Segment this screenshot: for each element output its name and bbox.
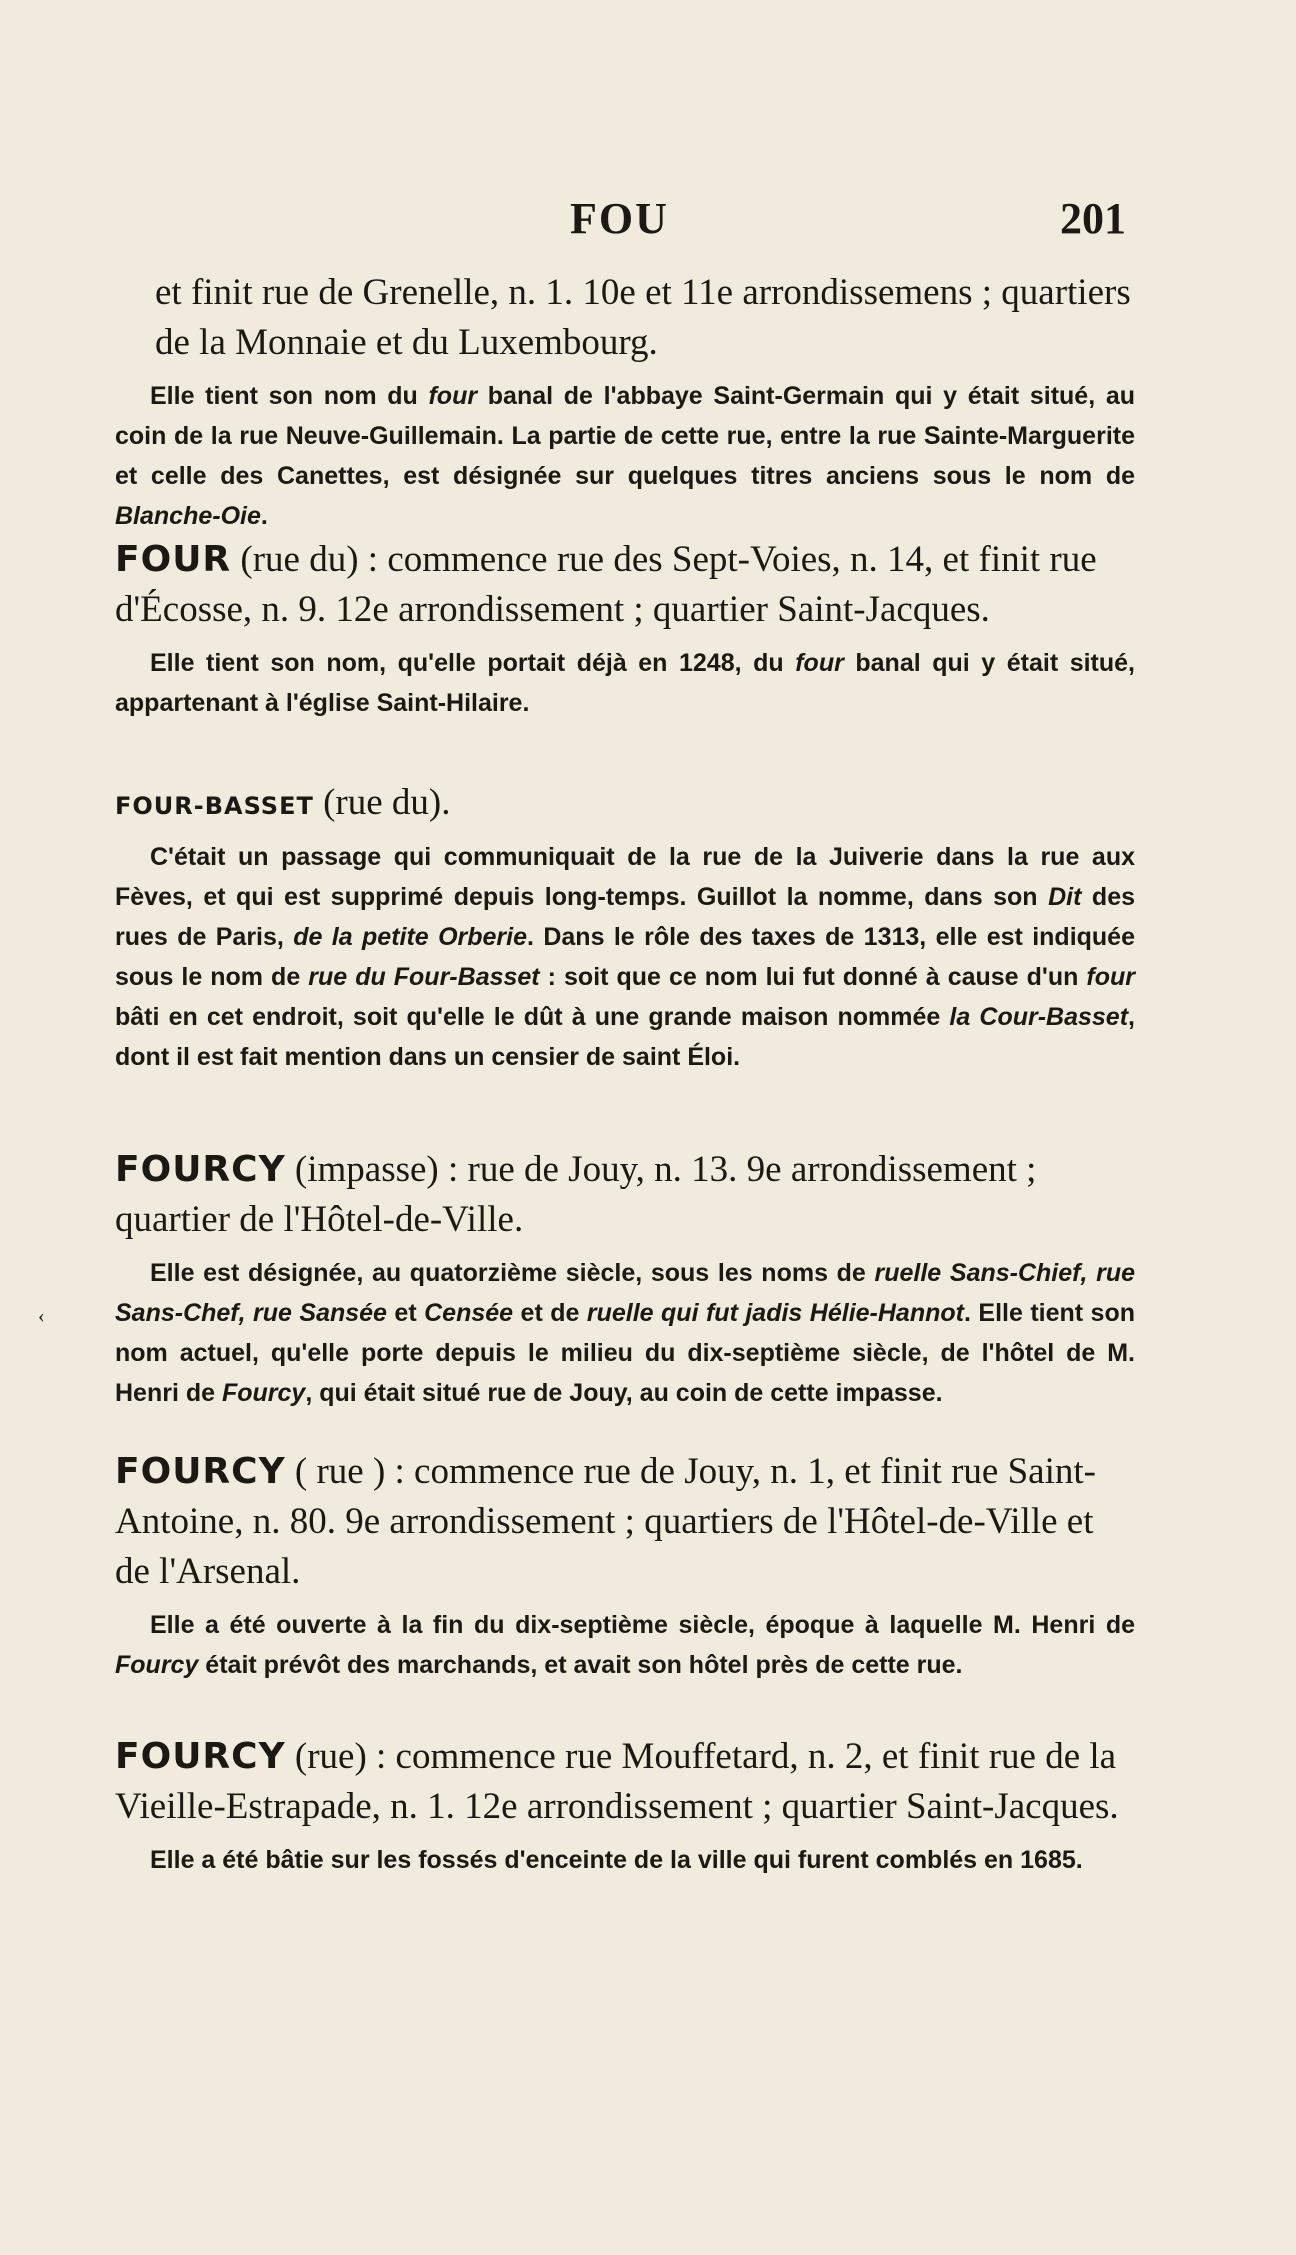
entry-fourcy-impasse (115, 1145, 1135, 1413)
entry-heading (115, 535, 1135, 635)
margin-mark: ‹ (38, 1305, 45, 1327)
entry-four (115, 535, 1135, 723)
entry-heading (115, 778, 1135, 831)
headword: FOUR-BASSET (115, 792, 314, 820)
entry-note: Elle est désignée, au quatorzième siècle, sous les noms de ruelle Sans-Chief, rue Sans-Chef, rue Sansée et Censée et de ruelle qui fut jadis Hélie-Hannot. Elle tient son nom actuel, qu'elle porte depuis le milieu du dix-septième siècle, de l'hôtel de M. Henri de Fourcy, qui était situé rue de Jouy, au coin de cette impasse. (115, 1259, 1135, 1407)
headword: FOURCY (115, 1736, 286, 1777)
entry-heading (115, 1145, 1135, 1245)
entry-continuation (115, 268, 1135, 536)
entry-text: ( rue ) : commence rue de Jouy, n. 1, et finit rue Saint-Antoine, n. 80. 9e arrondissement ; quartiers de l'Hôtel-de-Ville et de l'Arsenal. (115, 1451, 1096, 1592)
headword: FOURCY (115, 1149, 286, 1190)
running-header (0, 193, 1296, 243)
entry-note: Elle a été bâtie sur les fossés d'enceinte de la ville qui furent comblés en 1685. (150, 1846, 1083, 1874)
entry-heading (115, 1447, 1135, 1597)
entry-note: C'était un passage qui communiquait de la rue de la Juiverie dans la rue aux Fèves, et qui est supprimé depuis long-temps. Guillot la nomme, dans son Dit des rues de Paris, de la petite Orberie. Dans le rôle des taxes de 1313, elle est indiquée sous le nom de rue du Four-Basset : soit que ce nom lui fut donné à cause d'un four bâti en cet endroit, soit qu'elle le dût à une grande maison nommée la Cour-Basset, dont il est fait mention dans un censier de saint Éloi. (115, 843, 1136, 1071)
entry-fourcy-rue-2 (115, 1732, 1135, 1880)
entry-note: Elle a été ouverte à la fin du dix-septième siècle, époque à laquelle M. Henri de Fourcy était prévôt des marchands, et avait son hôtel près de cette rue. (115, 1611, 1135, 1679)
entry-fourcy-rue (115, 1447, 1135, 1685)
entry-four-basset (115, 778, 1135, 1077)
entry-note: Elle tient son nom du four banal de l'abbaye Saint-Germain qui y était situé, au coin de la rue Neuve-Guillemain. La partie de cette rue, entre la rue Sainte-Marguerite et celle des Canettes, est désignée sur quelques titres anciens sous le nom de Blanche-Oie. (115, 382, 1136, 530)
entry-text: et finit rue de Grenelle, n. 1. 10e et 11e arrondissemens ; quartiers de la Monnaie et du Luxembourg. (155, 272, 1131, 363)
running-title: FOU (570, 194, 669, 243)
entry-text: (rue du) : commence rue des Sept-Voies, n. 14, et finit rue d'Écosse, n. 9. 12e arrondissement ; quartier Saint-Jacques. (115, 539, 1097, 630)
headword: FOUR (115, 539, 232, 580)
entry-text: (rue) : commence rue Mouffetard, n. 2, et finit rue de la Vieille-Estrapade, n. 1. 12e arrondissement ; quartier Saint-Jacques. (115, 1736, 1119, 1827)
entry-text: (rue du). (313, 782, 451, 823)
headword: FOURCY (115, 1451, 286, 1492)
entry-text: (impasse) : rue de Jouy, n. 13. 9e arrondissement ; quartier de l'Hôtel-de-Ville. (115, 1149, 1037, 1240)
entry-note: Elle tient son nom, qu'elle portait déjà en 1248, du four banal qui y était situé, appartenant à l'église Saint-Hilaire. (115, 649, 1135, 717)
entry-heading (115, 1732, 1135, 1832)
page-number: 201 (1060, 194, 1126, 243)
